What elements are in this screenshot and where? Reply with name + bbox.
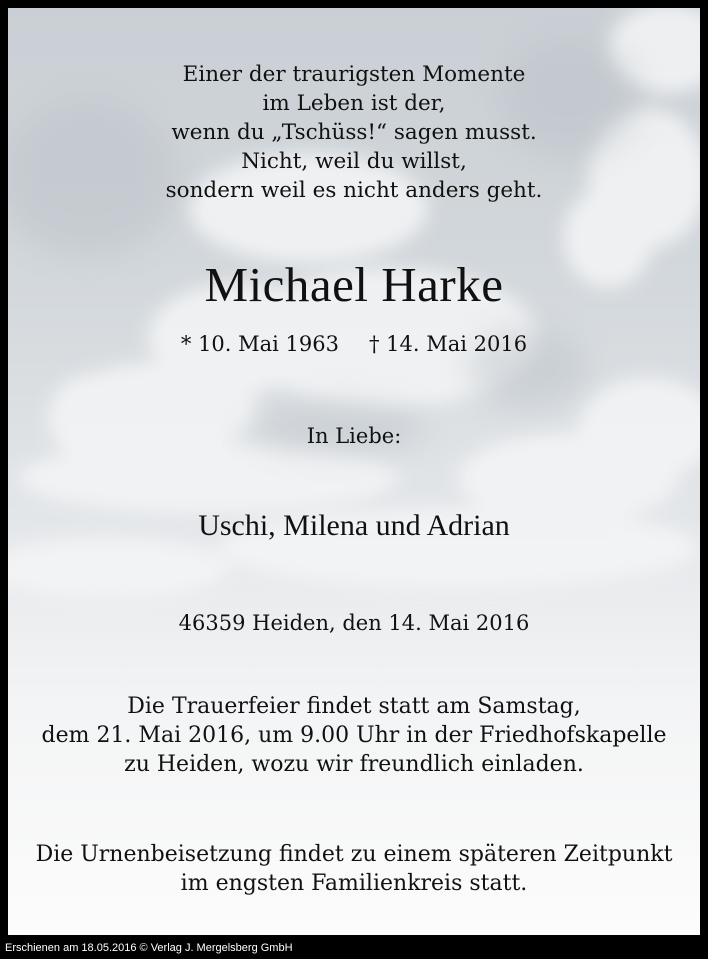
ceremony-line: Die Trauerfeier findet statt am Samstag,: [127, 694, 581, 719]
urn-line: Die Urnenbeisetzung findet zu einem späteren Zeitpunkt: [35, 842, 673, 867]
poem-line: im Leben ist der,: [262, 91, 446, 116]
deceased-name: Michael Harke: [204, 257, 504, 312]
death-date: † 14. Mai 2016: [369, 332, 528, 356]
poem: [8, 60, 700, 205]
poem-line: Einer der traurigsten Momente: [182, 62, 526, 87]
urn-burial-notice: [8, 840, 700, 898]
life-dates: [8, 329, 700, 359]
place-date: 46359 Heiden, den 14. Mai 2016: [178, 611, 530, 635]
poem-line: sondern weil es nicht anders geht.: [165, 178, 543, 203]
ceremony-notice: [8, 692, 700, 779]
dedication: In Liebe:: [306, 424, 402, 448]
poem-line: wenn du „Tschüss!“ sagen musst.: [171, 120, 537, 145]
publication-footer: Erschienen am 18.05.2016 © Verlag J. Mergelsberg GmbH: [5, 942, 293, 954]
ceremony-line: zu Heiden, wozu wir freundlich einladen.: [124, 752, 584, 777]
poem-line: Nicht, weil du willst,: [241, 149, 467, 174]
family-names: Uschi, Milena und Adrian: [198, 509, 510, 542]
urn-line: im engsten Familienkreis statt.: [180, 871, 528, 896]
birth-date: * 10. Mai 1963: [180, 332, 339, 356]
ceremony-line: dem 21. Mai 2016, um 9.00 Uhr in der Friedhofskapelle: [41, 723, 667, 748]
obituary-card: [8, 8, 700, 935]
